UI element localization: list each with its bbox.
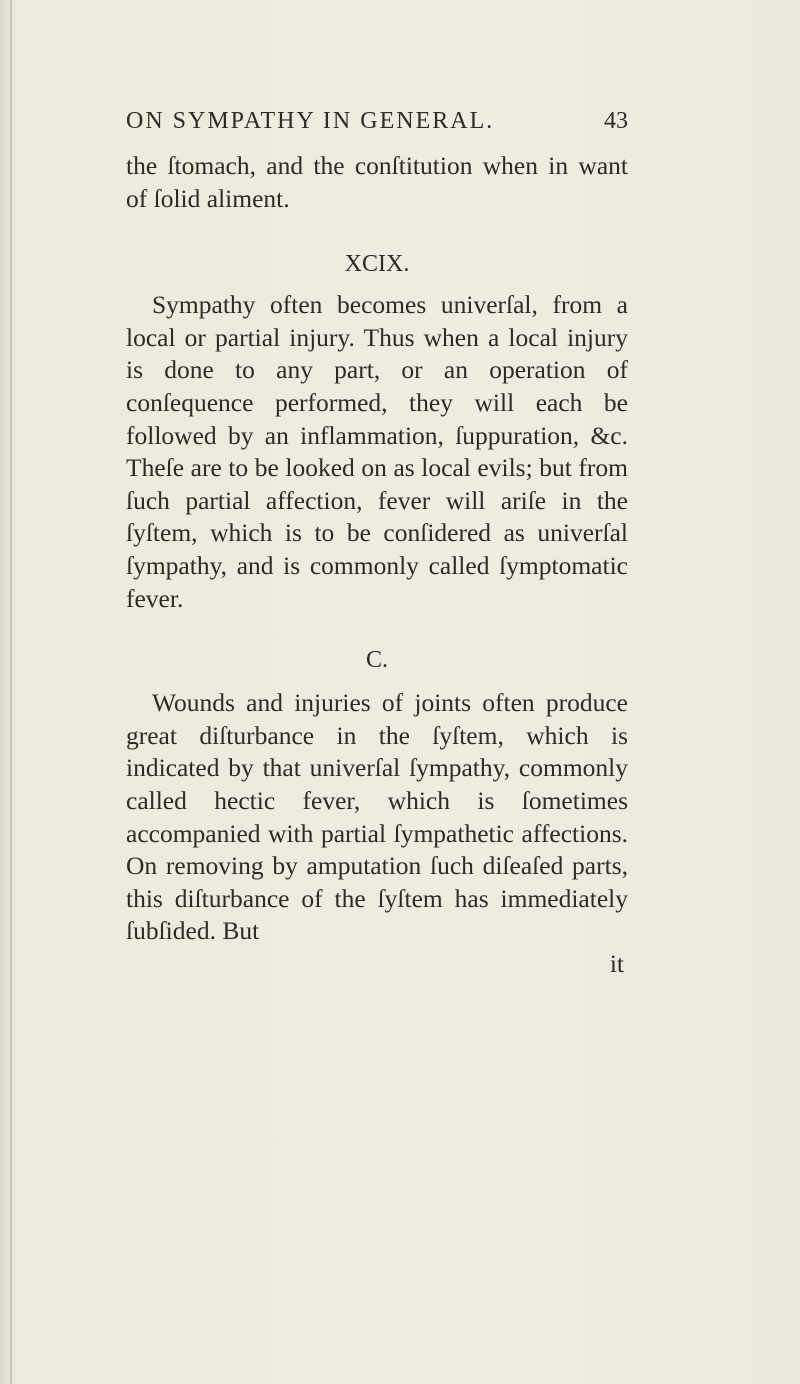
section-text-xcix: Sympathy often becomes univerſal, from a local or partial injury. Thus when a local injury is done to any part, or an operation of conſequence performed, they will each be followed by an inflammation, ſuppuration, &c. Theſe are to be looked on as local evils; but from ſuch partial affection, fever will ariſe in the ſyſtem, which is to be conſidered as univerſal ſympathy, and is commonly called ſymptomatic fever. bbox=[126, 290, 628, 613]
running-header bbox=[126, 108, 628, 148]
section-text-c: Wounds and injuries of joints often produce great diſturbance in the ſyſtem, which is indicated by that univerſal ſympathy, commonly called hectic fever, which is ſometimes accompanied with partial ſympathetic affections. On removing by amputation ſuch diſeaſed parts, this diſturbance of the ſyſtem has immediately ſubſided. But bbox=[126, 688, 628, 946]
running-title: ON SYMPATHY IN GENERAL. bbox=[126, 108, 495, 134]
page-gutter bbox=[10, 0, 12, 1384]
text-block bbox=[126, 108, 628, 980]
page-number: 43 bbox=[604, 108, 628, 134]
section-heading-c: C. bbox=[365, 647, 388, 674]
paragraph-continuation: the ſtomach, and the conſtitution when in want of ſolid aliment. bbox=[126, 151, 628, 213]
catchword: it bbox=[609, 948, 624, 978]
section-heading-xcix: XCIX. bbox=[344, 251, 410, 278]
